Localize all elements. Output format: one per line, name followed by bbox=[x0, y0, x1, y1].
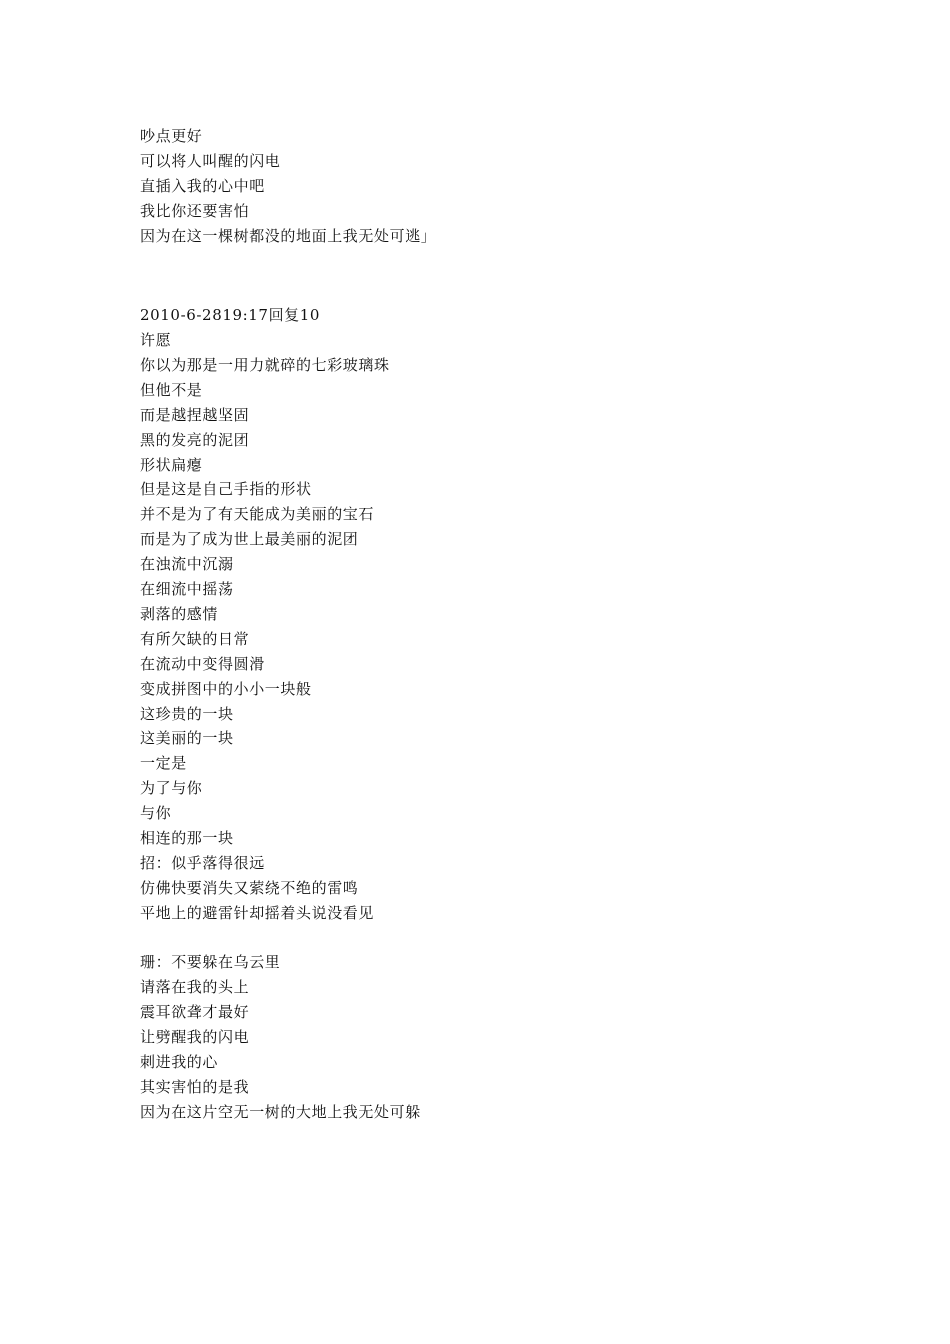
text-line: 我比你还要害怕 bbox=[140, 201, 250, 220]
text-line: 一定是 bbox=[140, 754, 187, 773]
text-line: 可以将人叫醒的闪电 bbox=[140, 151, 281, 170]
text-line: 这珍贵的一块 bbox=[140, 704, 234, 723]
text-line: 吵点更好 bbox=[140, 127, 203, 145]
text-line: 珊：不要躲在乌云里 bbox=[140, 953, 281, 972]
text-line: 在流动中变得圆滑 bbox=[140, 654, 265, 673]
text-line: 你以为那是一用力就碎的七彩玻璃珠 bbox=[140, 356, 390, 375]
text-line: 许愿 bbox=[140, 331, 172, 350]
text-line: 但是这是自己手指的形状 bbox=[140, 480, 312, 499]
text-line: 而是为了成为世上最美丽的泥团 bbox=[140, 530, 359, 549]
text-line: 为了与你 bbox=[140, 779, 203, 798]
text-line: 其实害怕的是我 bbox=[140, 1077, 250, 1096]
spacer bbox=[140, 248, 840, 303]
text-line: 刺进我的心 bbox=[140, 1052, 219, 1071]
text-line: 请落在我的头上 bbox=[140, 978, 250, 997]
text-line: 仿佛快要消失又萦绕不绝的雷鸣 bbox=[140, 878, 359, 897]
text-line: 相连的那一块 bbox=[140, 828, 234, 847]
text-line: 震耳欲聋才最好 bbox=[140, 1003, 250, 1022]
text-line: 招：似乎落得很远 bbox=[140, 853, 265, 872]
text-line: 这美丽的一块 bbox=[140, 729, 234, 748]
text-line: 并不是为了有天能成为美丽的宝石 bbox=[140, 505, 375, 524]
text-line: 平地上的避雷针却摇着头说没看见 bbox=[140, 903, 375, 922]
text-line: 变成拼图中的小小一块般 bbox=[140, 679, 312, 698]
poem-section-3 bbox=[140, 950, 840, 1124]
text-line: 但他不是 bbox=[140, 380, 203, 399]
spacer bbox=[140, 926, 840, 951]
text-line: 直插入我的心中吧 bbox=[140, 176, 265, 195]
poem-section-1 bbox=[140, 124, 840, 248]
text-line: 剥落的感情 bbox=[140, 604, 219, 623]
text-line: 有所欠缺的日常 bbox=[140, 629, 250, 648]
reply-section bbox=[140, 303, 840, 925]
document-body bbox=[140, 124, 840, 1125]
text-line: 因为在这片空无一树的大地上我无处可躲 bbox=[140, 1102, 421, 1121]
text-line: 黑的发亮的泥团 bbox=[140, 430, 250, 449]
text-line: 在细流中摇荡 bbox=[140, 580, 234, 599]
text-line: 形状扁瘪 bbox=[140, 455, 203, 474]
text-line: 让劈醒我的闪电 bbox=[140, 1028, 250, 1047]
text-line: 在浊流中沉溺 bbox=[140, 555, 234, 574]
text-line: 与你 bbox=[140, 804, 172, 823]
text-line: 而是越捏越坚固 bbox=[140, 405, 250, 424]
text-line: 因为在这一棵树都没的地面上我无处可逃」 bbox=[140, 226, 437, 245]
reply-header: 2010-6-2819:17回复10 bbox=[140, 306, 321, 325]
